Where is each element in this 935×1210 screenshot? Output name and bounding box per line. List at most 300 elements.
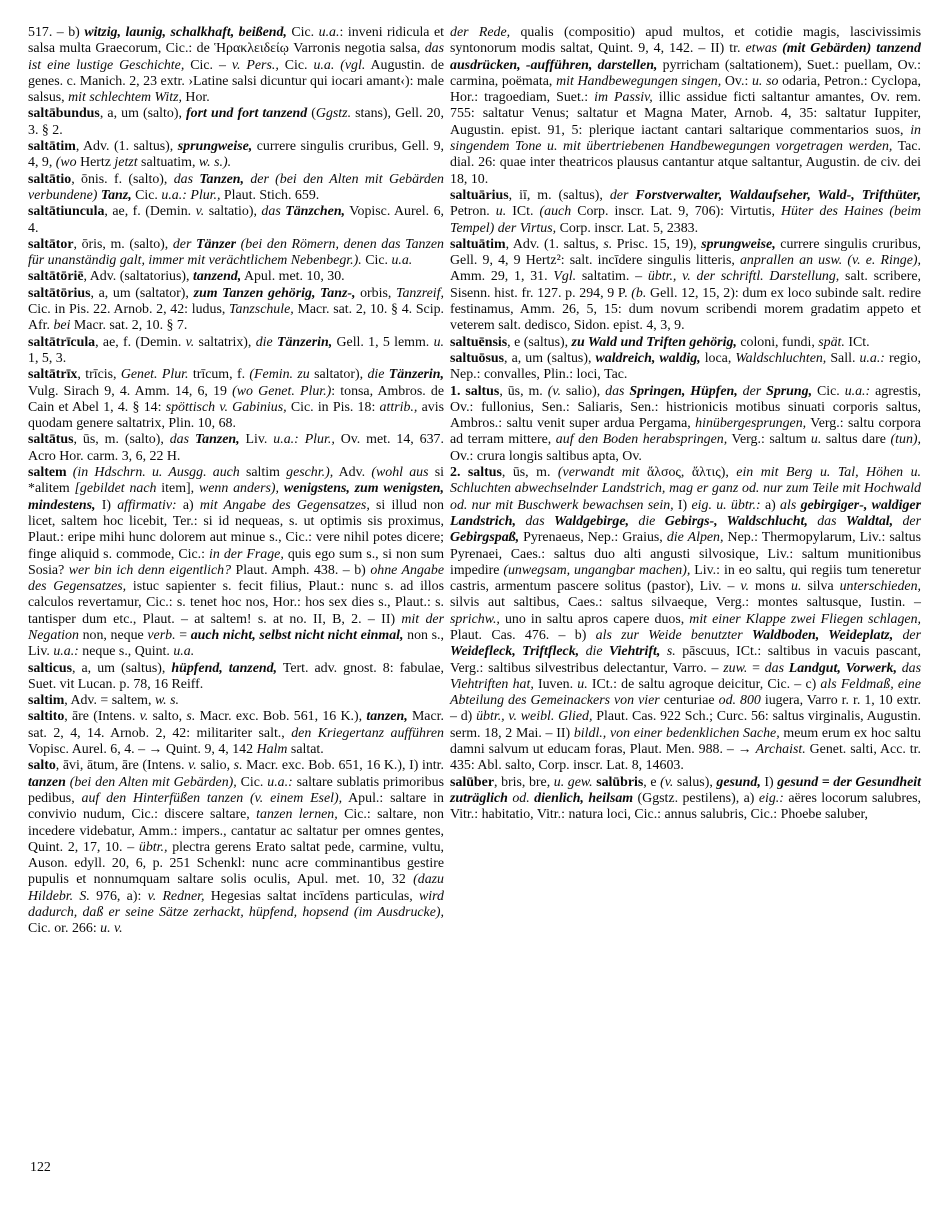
text-segment: Hertz xyxy=(76,155,115,171)
text-segment: Prisc. 15, 19), xyxy=(612,236,702,252)
text-segment: agrestis, Ov.: fullonius, Sen.: Saliaris, Sen.: histrionicis motibus sinuati corporis saltus, Ambros.: saltu venit super ardua Pergama, xyxy=(450,383,921,432)
text-segment: Plur., xyxy=(190,187,221,203)
text-segment: Tac. dial. 26: quae inter theatricos plausus cantantur atque saltantur, Augustin. de civ. dei 18, 10. xyxy=(450,139,921,187)
headword: 1. saltus xyxy=(450,383,500,399)
text-segment: sprungweise, xyxy=(701,236,776,252)
text-segment: mit einer Klappe zwei Fliegen schlagen, xyxy=(689,611,921,627)
text-segment: das xyxy=(261,204,286,220)
text-segment: Macr. sat. 2, 10. § 7. xyxy=(70,318,188,334)
text-segment: Cic. xyxy=(236,774,268,790)
text-segment: hinübergesprungen, xyxy=(695,416,807,432)
text-segment: tanzend, xyxy=(192,269,242,285)
text-segment: Genet. Plur. xyxy=(120,367,189,383)
dictionary-entry xyxy=(28,758,444,937)
dictionary-entry xyxy=(28,335,444,368)
text-segment: gesund, xyxy=(716,774,761,790)
text-segment: ICt. xyxy=(506,204,540,220)
text-segment: , ōnis. f. (salto), xyxy=(71,171,174,187)
text-segment: Corp. inscr. Lat. 9, 706): Virtutis, xyxy=(571,204,781,220)
text-segment: aëres locorum salubres, Vitr.: habitatio, Vitr.: natura loci, Cic.: annus salubris, Cic.: Phoebe saluber, xyxy=(450,790,921,823)
text-segment: u. v. xyxy=(100,921,123,937)
text-segment: zum Tanzen gehörig, Tanz-, xyxy=(193,285,356,301)
text-segment: Sprung, xyxy=(766,383,813,399)
text-segment: das xyxy=(173,171,200,187)
text-segment: tanzen, xyxy=(366,709,408,725)
text-segment: Tänzerin, xyxy=(276,334,333,350)
text-segment: Plaut. Amph. 438. – b) xyxy=(231,562,371,578)
text-segment: Liv. xyxy=(239,432,274,448)
text-segment: , bris, bre, xyxy=(494,774,554,790)
headword: saltābundus xyxy=(28,106,100,122)
text-segment: auch nicht, selbst nicht nicht einmal, xyxy=(190,627,404,643)
text-segment: u. so xyxy=(751,73,779,89)
text-segment: v. xyxy=(139,709,149,725)
text-segment: Plaut. Cas. 922 Sch.; Curc. 56: saltus virginalis, Augustin. serm. 18, 2 Mai. – II) xyxy=(450,709,921,741)
text-segment: Liv.: in eo saltu, qui regiis tum teneretur castris, armentum pascere solitus (pastor), Liv. – xyxy=(450,562,922,595)
text-segment: od. 800 xyxy=(718,693,761,709)
text-segment: Vgl. xyxy=(553,269,577,285)
dictionary-entry xyxy=(450,384,921,465)
text-segment: s. xyxy=(603,236,613,252)
dictionary-entry xyxy=(28,269,444,285)
text-segment: saltatrix), xyxy=(194,334,256,350)
text-segment: I) xyxy=(95,497,118,513)
text-segment: mit Angabe des Gegensatzes, xyxy=(199,497,370,513)
text-segment: geschr.), xyxy=(286,465,334,481)
text-segment: ICt.: de saltu agroque deicitur, Cic. – c) xyxy=(587,676,821,692)
dictionary-entry xyxy=(450,775,921,824)
text-segment: illic assidue ficti saltantur amantes, Ov. rem. 755: saltatur Venus; saltatur et Magna Mater, Arnob. 4, 35: saltatur Iuppiter, Augustin. epist. 91, 5: plerique iactant cantari saltarique commentarios suos, xyxy=(450,90,921,138)
dictionary-entry xyxy=(28,139,444,172)
text-segment: stans), Gell. 20, 3. § 2. xyxy=(28,106,444,138)
text-segment: Waldschluchten, xyxy=(735,350,827,366)
text-segment: der Rede, xyxy=(450,25,511,40)
text-segment: u.a.: xyxy=(53,644,79,660)
text-segment: sprungweise, xyxy=(177,139,253,155)
text-segment: saltus dare xyxy=(821,432,891,448)
text-segment: (v. xyxy=(547,383,561,399)
text-segment: pāscuus, ICt.: saltibus in vacuis pascant, Verg.: saltibus silvestribus delectantur, Varro. – xyxy=(450,644,921,676)
text-segment: Macr. sat. 2, 4, 14. Arnob. 2, 42: militariter salt., xyxy=(28,709,444,741)
text-segment: zuw. xyxy=(723,660,748,676)
text-segment: affirmativ: xyxy=(117,497,177,513)
text-segment: (Femin. zu xyxy=(249,367,310,383)
text-segment: der xyxy=(172,236,196,252)
text-segment: trīcum, f. xyxy=(188,367,250,383)
text-segment: ICt. xyxy=(844,334,870,350)
text-segment: (auch xyxy=(539,204,572,220)
headword: saltātrīx xyxy=(28,367,78,383)
text-segment: salto, xyxy=(148,709,187,725)
text-segment: , e (saltus), xyxy=(507,334,572,350)
text-segment: den Kriegertanz aufführen xyxy=(291,725,445,741)
text-segment: unterschieden, xyxy=(839,579,921,595)
text-segment: silva xyxy=(801,579,840,595)
text-segment: salt. scribere, Sisenn. hist. fr. 127. p. 294, 9 P. xyxy=(450,269,921,301)
text-segment: das xyxy=(516,513,555,529)
text-segment: meum erum ex hoc saltu damni salvum ut educam foras, Plaut. Men. 988. – → xyxy=(450,725,921,758)
text-segment: das ist eine lustige Geschichte, xyxy=(28,41,444,73)
text-segment: Cic. xyxy=(286,25,319,40)
text-segment: Petron. xyxy=(450,204,496,220)
text-segment: , Adv. (1. saltus), xyxy=(75,139,178,155)
text-segment: 517. – b) xyxy=(28,25,85,40)
text-segment: ( xyxy=(307,106,316,122)
text-segment: Cic. xyxy=(361,253,392,269)
text-segment: , Adv. = saltem, xyxy=(64,693,155,709)
text-segment: , ōris, m. (salto), xyxy=(73,236,173,252)
text-segment: wer bin ich denn eigentlich? xyxy=(68,562,232,578)
text-segment: u.a.: xyxy=(267,774,293,790)
text-segment: Iuven. xyxy=(533,676,578,692)
text-segment: waldreich, waldig, xyxy=(595,350,701,366)
text-segment: Macr. exc. Bob. 651, 16 K.), I) intr. xyxy=(242,758,444,774)
text-segment: Ov.: xyxy=(721,73,752,89)
headword: saltem xyxy=(28,465,67,481)
text-segment: Forstverwalter, Waldaufseher, Wald-, Trifthüter, xyxy=(635,187,921,203)
text-segment: (Ggstz. pestilens), a) xyxy=(633,790,759,806)
text-segment: Gebirgs-, Waldschlucht, xyxy=(664,513,808,529)
text-segment: = xyxy=(747,660,765,676)
text-segment: u.a.: xyxy=(273,432,299,448)
text-segment: , a, um (saltator), xyxy=(90,285,194,301)
text-segment: bei xyxy=(53,318,71,334)
text-segment: Plur., xyxy=(304,432,335,448)
text-segment: coloni, fundi, xyxy=(736,334,819,350)
left-column xyxy=(28,25,444,938)
text-segment: (wohl aus xyxy=(371,465,429,481)
dictionary-entry xyxy=(28,25,444,106)
headword: saltuātim xyxy=(450,236,506,252)
text-segment: u.a. xyxy=(318,25,340,40)
dictionary-entry xyxy=(28,432,444,465)
text-segment: Vopisc. Aurel. 6, 4. – → Quint. 9, 4, 142 xyxy=(28,742,257,758)
text-segment: salus), xyxy=(673,774,717,790)
text-segment: I) xyxy=(673,497,692,513)
text-segment: spöttisch v. Gabinius, xyxy=(165,399,287,415)
text-segment: das xyxy=(605,383,630,399)
text-segment: ein mit Berg u. Tal, Höhen u. Schluchten abwechselnder Landstrich, mag er ganz od. nur zum Teile mit Hochwald od. nur mit Buschwerk bewachsen sein, xyxy=(450,465,921,513)
text-segment: Ov.: crura longis saltibus apta, Ov. xyxy=(450,448,642,464)
text-segment: neque s., Quint. xyxy=(78,644,174,660)
text-segment: v. xyxy=(740,579,749,595)
text-segment: u.a. xyxy=(391,253,413,269)
text-segment: saltatim. – xyxy=(576,269,648,285)
text-segment: Tanz, xyxy=(100,187,132,203)
text-segment: das xyxy=(807,513,846,529)
text-segment: (v. xyxy=(660,774,674,790)
right-column xyxy=(450,25,921,938)
text-segment: (bei den Römern, denen das Tanzen für unanständig galt, immer mit verächtlichem Nebenbegr.). xyxy=(28,236,444,269)
text-segment: u. xyxy=(495,204,507,220)
text-segment: saltatio), xyxy=(204,204,262,220)
text-segment: Cic. xyxy=(812,383,845,399)
text-segment: u. xyxy=(791,579,802,595)
headword: salticus xyxy=(28,660,72,676)
text-segment: Cic.: saltare, non incedere videbatur, Amm.: impers., cantatur ac saltatur per omnes gentes, Quint. 2, 17, 10. – xyxy=(28,807,444,855)
text-segment: wenn anders), xyxy=(198,481,279,497)
headword: saltuēnsis xyxy=(450,334,508,350)
text-segment: = xyxy=(175,627,191,643)
text-segment: (in Hdschrn. u. Ausgg. auch xyxy=(72,465,240,481)
text-segment: v. Pers., xyxy=(231,57,279,73)
text-segment: , trīcis, xyxy=(77,367,121,383)
text-segment: , ae, f. (Demin. xyxy=(95,334,186,350)
text-segment: quis ego sum s., si non sum Sosia? xyxy=(28,546,445,578)
headword: saltātus xyxy=(28,432,74,448)
text-segment: Halm xyxy=(256,742,288,758)
text-segment: silvis aut saltibus, Caes.: saltus silvaeque, Verg.: montes saltusque, Iustin. – xyxy=(450,595,921,611)
headword: 2. saltus xyxy=(450,465,502,481)
headword: saltito xyxy=(28,709,65,725)
text-segment: pyrricham (saltationem), Suet.: puellam, Ov.: carmina, poëmata, xyxy=(450,57,921,89)
text-segment: salio), xyxy=(560,383,606,399)
text-segment: der xyxy=(609,187,636,203)
text-segment: Landgut, Vorwerk, xyxy=(788,660,897,676)
text-segment: iugera, Varro r. r. 1, 10 extr. – d) xyxy=(450,693,921,725)
text-segment: plectra gerens Erato saltat pede, carmine, vultu, Auson. edyll. 20, 6, p. 251 Schenkl: nunc acre comminantibus gestire pupulis et nonnumquam saltare solis oculis, Apul. met. 10, 32 xyxy=(28,839,444,888)
text-segment: etwas xyxy=(745,41,783,57)
text-segment: tanzen lernen, xyxy=(256,807,338,823)
text-segment: Corp. inscr. Lat. 5, 2383. xyxy=(556,220,699,236)
text-segment: das Viehtriften hat, xyxy=(450,660,921,692)
headword: saltātim xyxy=(28,139,76,155)
dictionary-entry xyxy=(28,237,444,270)
dictionary-entry xyxy=(28,709,444,758)
text-segment: Verg.: saltu corpora ad terram mittere, xyxy=(450,416,921,448)
dictionary-entry xyxy=(28,693,444,709)
text-segment: mons xyxy=(749,579,792,595)
text-segment: der xyxy=(737,383,767,399)
text-segment: uno in saltu apros capere duos, xyxy=(499,611,690,627)
text-segment: Viehtrift, xyxy=(609,644,661,660)
text-segment: Augustin. de genes. c. Manich. 2, 23 extr. ›Latine salsi dicuntur qui iocari amant‹): male salsus, xyxy=(28,57,444,106)
text-segment: Tert. adv. gnost. 8: fabulae, Suet. vit Lucan. p. 78, 16 Reiff. xyxy=(28,660,444,692)
text-segment: Plaut. Cas. 476. – b) xyxy=(450,627,596,643)
text-segment: bildl., von einer bedenklichen Sache, xyxy=(573,725,780,741)
text-segment: Waldgebirge, xyxy=(554,513,630,529)
text-segment: odaria, Petron.: Cyclopa, Hor.: tragoediam, Suet.: xyxy=(450,73,921,106)
text-segment: Cic. xyxy=(131,187,162,203)
text-segment: die xyxy=(579,644,610,660)
text-segment: gesund = der Gesundheit zuträglich xyxy=(450,774,921,806)
text-segment: non, neque xyxy=(78,627,148,643)
text-segment: , ūs, m. xyxy=(499,383,548,399)
text-segment: saltat. xyxy=(287,742,324,758)
headword: saltātiuncula xyxy=(28,204,105,220)
dictionary-entry xyxy=(450,188,921,237)
headword: saltātor xyxy=(28,236,74,252)
text-segment: (dazu Hildebr. S. xyxy=(28,872,444,904)
text-segment: der (bei den Alten mit Gebärden verbundene) xyxy=(28,171,444,203)
text-segment: Tänzchen, xyxy=(285,204,346,220)
text-segment: saltator), xyxy=(309,367,368,383)
text-segment: u.a. (vgl. xyxy=(313,57,366,73)
dictionary-entry xyxy=(28,465,444,661)
text-segment: als Feldmaß, eine Abteilung des Gemeinackers von vier xyxy=(450,676,921,709)
headword: saltātōrius xyxy=(28,285,91,301)
text-segment: auf den Hinterfüßen tanzen (v. einem Esel), xyxy=(81,790,343,806)
text-segment: Gell. 12, 15, 2): dum ex loco subinde salt. redire festinamus, Amm. 26, 5, 15: dum novum scribendi morem gradatim appeto et veterem salt. dedisco, Sidon. epist. 4, 3, 9. xyxy=(450,285,922,334)
text-segment: jetzt xyxy=(114,155,138,171)
headword: saltuārius xyxy=(450,187,509,203)
text-segment: Cic. xyxy=(278,57,314,73)
text-segment: die xyxy=(255,334,277,350)
text-segment: regio, Nep.: convalles, Plin.: loci, Tac. xyxy=(450,350,922,383)
text-segment: Hegesias saltat incīdens particulas, xyxy=(204,888,420,904)
text-segment: qualis (compositio) apud multos, et cotidie magis, lascivissimis syntonorum modis saltat, Quint. 9, 4, 142. – II) tr. xyxy=(450,25,921,57)
headword: salto xyxy=(28,758,56,774)
text-segment: Pyrenaeus, Nep.: Graius, xyxy=(519,530,667,546)
text-segment: Tanzen, xyxy=(199,171,244,187)
text-segment: mit der Negation xyxy=(28,611,444,643)
text-segment: , e xyxy=(643,774,661,790)
text-segment: anprallen an usw. (v. e. Ringe), xyxy=(739,253,921,269)
text-segment: attrib., xyxy=(379,399,418,415)
text-segment: a) xyxy=(176,497,200,513)
text-segment: u. xyxy=(433,334,444,350)
text-segment: u.a.: xyxy=(844,383,871,399)
text-segment: u.a.: xyxy=(161,187,187,203)
text-segment: Amm. 29, 1, 31. xyxy=(450,269,554,285)
text-segment: item], xyxy=(156,481,199,497)
text-segment: spät. xyxy=(818,334,845,350)
text-segment: , ae, f. (Demin. xyxy=(104,204,196,220)
text-segment: u.a. xyxy=(173,644,195,660)
headword: saltim xyxy=(28,693,65,709)
text-segment: das xyxy=(764,660,789,676)
text-segment: Weidefleck, Triftfleck, xyxy=(450,644,580,660)
text-segment: , āvi, ātum, āre (Intens. xyxy=(55,758,189,774)
text-segment: , Adv. (saltatorius), xyxy=(83,269,193,285)
text-segment: Tanzen, xyxy=(194,432,240,448)
text-segment: eig. u. übtr.: xyxy=(691,497,761,513)
text-segment: eig.: xyxy=(758,790,784,806)
text-segment: , a, um (salto), xyxy=(99,106,187,122)
text-segment: Vulg. Sirach 9, 4. Amm. 14, 6, 19 xyxy=(28,383,233,399)
dictionary-entry xyxy=(450,25,921,188)
text-segment: Adv. xyxy=(333,465,372,481)
text-segment: Vopisc. Aurel. 6, 4. xyxy=(28,204,445,236)
text-segment: tanzen xyxy=(28,774,66,790)
text-segment: 976, a): xyxy=(89,888,148,904)
text-segment: v. Redner, xyxy=(147,888,205,904)
text-segment: avis quodam genere saltatrix, Plin. 10, 68. xyxy=(28,399,444,432)
text-segment: gebirgiger-, waldiger Landstrich, xyxy=(450,497,921,529)
dictionary-entry xyxy=(28,367,444,432)
headword: salūber xyxy=(450,774,494,790)
text-segment: Gell. 1, 5 lemm. xyxy=(332,334,434,350)
text-segment: saltuatim, xyxy=(137,155,199,171)
text-segment: Sall. xyxy=(826,350,860,366)
text-segment: übtr., v. weibl. Glied, xyxy=(476,709,593,725)
text-segment: dienlich, heilsam xyxy=(534,790,634,806)
dictionary-entry xyxy=(450,335,921,351)
text-segment: Genet. salti, Acc. tr. 435: Abl. salto, Corp. inscr. Lat. 8, 14603. xyxy=(450,742,921,774)
text-segment: Cic. – xyxy=(184,57,232,73)
text-segment: zu Wald und Triften gehörig, xyxy=(571,334,737,350)
text-segment: sprichw., xyxy=(450,611,500,627)
text-segment: Macr. sat. 2, 10. § 4. Scip. Afr. xyxy=(28,302,444,334)
text-segment: Tänzerin, xyxy=(388,367,444,383)
text-segment: u. xyxy=(577,676,588,692)
dictionary-entry xyxy=(450,465,921,775)
text-segment: übtr., xyxy=(138,839,168,855)
text-segment: v. xyxy=(195,204,205,220)
text-segment: Cic. in Pis. 22. Arnob. 2, 42: ludus, xyxy=(28,302,230,318)
text-segment: si *alitem xyxy=(28,465,444,497)
text-segment: I) xyxy=(760,774,778,790)
text-segment: w. s.). xyxy=(198,155,232,171)
text-segment: u. xyxy=(810,432,822,448)
text-segment: u.a.: xyxy=(859,350,885,366)
text-segment: das xyxy=(169,432,195,448)
text-segment: Waldtal, xyxy=(845,513,894,529)
text-segment: als zur Weide benutzter xyxy=(595,627,752,643)
text-segment: Verg.: saltum xyxy=(727,432,811,448)
text-segment: Gebirgspaß, xyxy=(450,530,520,546)
text-segment: als xyxy=(780,497,801,513)
text-segment: verb. xyxy=(147,627,176,643)
text-segment: saltare sublatis primoribus pedibus, xyxy=(28,774,444,806)
text-segment: wird dadurch, daß er seine Sätze zerhackt, hüpfend, hopsend (im Ausdrucke), xyxy=(28,888,444,921)
text-segment: orbis, xyxy=(355,285,396,301)
text-segment: loca, xyxy=(700,350,736,366)
text-segment: s. xyxy=(666,644,676,660)
text-segment: (bei den Alten mit Gebärden), xyxy=(65,774,237,790)
text-segment: mit schlechtem Witz, xyxy=(68,90,182,106)
dictionary-entry xyxy=(28,286,444,335)
text-segment: (wo Genet. Plur.) xyxy=(232,383,332,399)
headword: saltuōsus xyxy=(450,350,505,366)
dictionary-entry xyxy=(450,237,921,335)
text-segment: , āre (Intens. xyxy=(64,709,140,725)
text-segment: Tanzschule, xyxy=(229,302,294,318)
headword: salūbris xyxy=(596,774,644,790)
text-segment: in der Frage, xyxy=(209,546,284,562)
text-segment: hüpfend, tanzend, xyxy=(171,660,278,676)
text-segment: centuriae xyxy=(659,693,719,709)
dictionary-entry xyxy=(28,204,444,237)
dictionary-entry xyxy=(28,661,444,694)
text-segment: Plaut. Stich. 659. xyxy=(220,187,320,203)
text-segment: Hüter des Haines (beim Tempel) der Virtus, xyxy=(450,204,921,236)
text-segment: im Passiv, xyxy=(594,90,653,106)
text-segment: a) xyxy=(760,497,781,513)
text-segment: [gebildet nach xyxy=(74,481,157,497)
text-segment: currere singulis cruribus, Gell. 9, 4, 9 Hertz²: salt. incīdere singulis litteris, xyxy=(450,236,922,269)
text-segment: v. xyxy=(185,334,195,350)
text-segment: Apul.: saltare in convivio nudum, Cic.: discere saltare, xyxy=(28,790,444,823)
headword: saltātōriē xyxy=(28,269,84,285)
text-segment: Hor. xyxy=(181,90,210,106)
text-segment: übtr., v. der schriftl. Darstellung, xyxy=(647,269,840,285)
text-segment: 1, 5, 3. xyxy=(28,350,67,366)
text-segment: v. xyxy=(188,758,197,774)
text-segment: : tonsa, Ambros. de Cain et Abel 1, 4. § 14: xyxy=(28,383,444,415)
text-segment: od. xyxy=(507,790,535,806)
text-segment: s. xyxy=(186,709,196,725)
text-segment: der xyxy=(893,513,921,529)
text-segment: Cic. in Pis. 18: xyxy=(286,399,380,415)
text-segment: non s., Liv. xyxy=(28,627,444,660)
text-segment: (mit Gebärden) tanzend ausdrücken, -aufführen, darstellen, xyxy=(450,41,921,73)
text-segment: Tanzreif, xyxy=(396,285,444,301)
text-segment: witzig, launig, schalkhaft, beißend, xyxy=(84,25,287,40)
text-segment: w. s. xyxy=(154,693,179,709)
text-segment: (wo xyxy=(55,155,77,171)
text-segment: Cic. or. 266: xyxy=(28,921,101,937)
